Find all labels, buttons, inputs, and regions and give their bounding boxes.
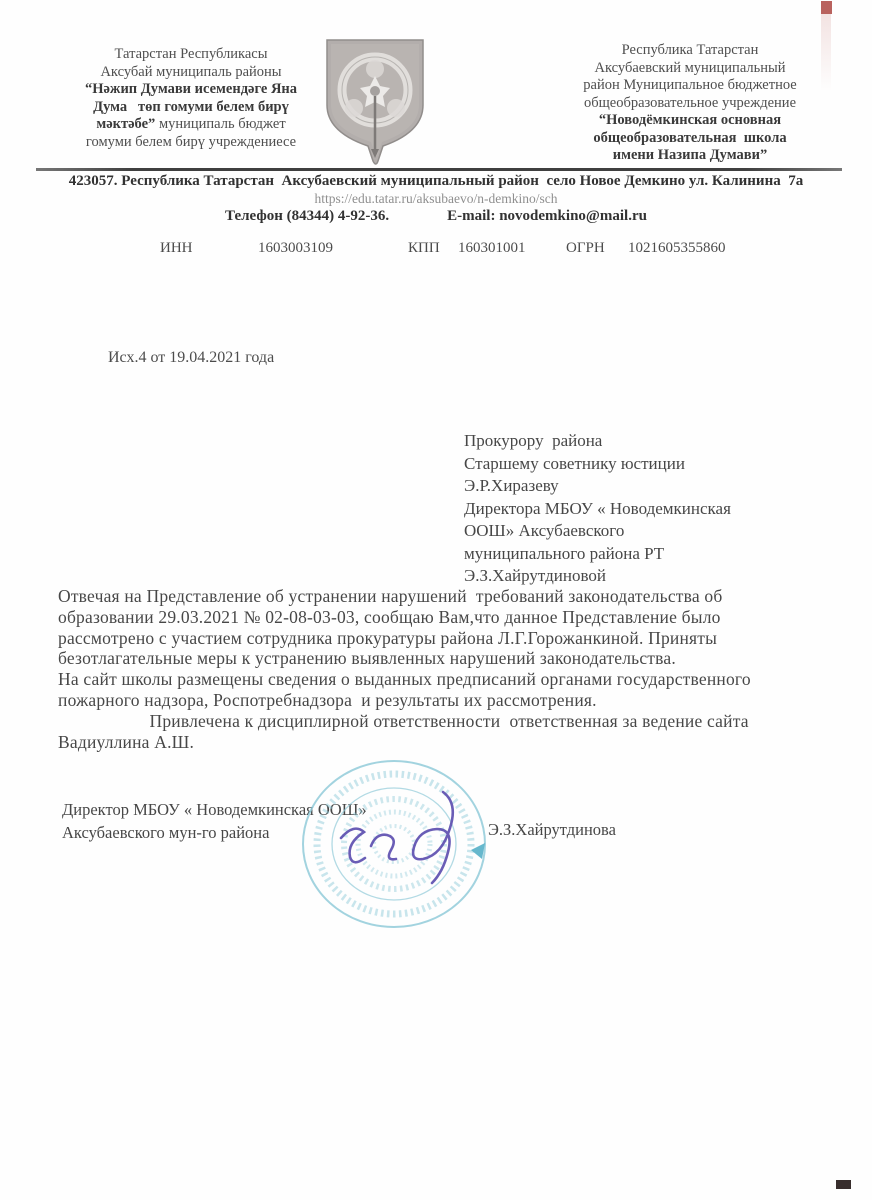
body-line: пожарного надзора, Роспотребнадзора и результаты их рассмотрения. <box>58 689 597 710</box>
letterhead-right-line: район Муниципальное бюджетное <box>583 77 797 93</box>
body-line: Вадиуллина А.Ш. <box>58 731 195 752</box>
letterhead-right <box>526 42 854 165</box>
recipient-block <box>464 430 731 588</box>
body-line: Привлечена к дисциплирной ответственности ответственная за ведение сайта <box>58 710 749 731</box>
phone-number: Телефон (84344) 4-92-36. <box>225 208 390 224</box>
body-line: образовании 29.03.2021 № 02-08-03-03, сообщаю Вам,что данное Представление было <box>58 606 721 627</box>
coat-of-arms-icon <box>318 36 432 168</box>
address-line: 423057. Республика Татарстан Аксубаевский муниципальный район село Новое Демкино ул. Калинина 7а <box>68 173 804 189</box>
body-paragraph <box>58 586 858 752</box>
recipient-line: Старшему советнику юстиции <box>464 453 685 473</box>
website-line: https://edu.tatar.ru/aksubaevo/n-demkino/sch <box>314 191 558 206</box>
body-line: безотлагательные меры к устранению выявленных нарушений законодательства. <box>58 648 676 669</box>
letterhead-right-line: общеобразовательное учреждение <box>583 94 797 111</box>
phone-email-line <box>30 208 842 225</box>
recipient-line: Директора МБОУ « Новодемкинская <box>464 498 731 518</box>
scan-artifact-bottom-right <box>836 1180 851 1189</box>
inn-label: ИНН <box>160 240 193 256</box>
reference-number: Исх.4 от 19.04.2021 года <box>108 349 275 366</box>
letterhead-divider <box>36 168 842 171</box>
letterhead-left-line: Татарстан Республикасы <box>114 46 268 62</box>
recipient-line: Э.Р.Хиразеву <box>464 476 559 495</box>
scan-artifact-streak <box>821 14 831 92</box>
registry-row <box>0 240 872 262</box>
letterhead-right-line: Республика Татарстан <box>621 42 759 58</box>
letterhead-left <box>60 46 322 151</box>
letterhead-left-line: мәктәбе” муниципаль бюджет <box>96 116 286 132</box>
email-address: E-mail: novodemkino@mail.ru <box>447 208 647 224</box>
kpp-label: КПП <box>408 240 440 256</box>
signatory-name: Э.З.Хайрутдинова <box>488 820 616 839</box>
letterhead-left-line: Дума төп гомуми белем бирү <box>93 98 289 115</box>
letterhead-left-line: гомуми белем бирү учреждениесе <box>85 133 297 150</box>
body-line: рассмотрено с участием сотрудника прокуратуры района Л.Г.Горожанкиной. Приняты <box>58 627 718 648</box>
letterhead-right-line: “Новодёмкинская основная <box>598 112 782 128</box>
signatory-title-line: Директор МБОУ « Новодемкинская ООШ» <box>62 800 367 819</box>
signatory-title-line: Аксубаевского мун-го района <box>62 823 270 842</box>
recipient-line: Прокурору района <box>464 431 603 450</box>
letterhead-right-line: Аксубаевский муниципальный <box>594 59 786 76</box>
official-stamp <box>295 758 495 930</box>
body-line: На сайт школы размещены сведения о выданных предписаний органами государственного <box>58 669 751 690</box>
scan-artifact-top-right <box>821 1 832 14</box>
letterhead-left-line: Аксубай муниципаль районы <box>100 63 282 80</box>
recipient-line: Э.З.Хайрутдиновой <box>464 566 606 585</box>
letterhead-right-line: общеобразовательная школа <box>593 129 787 146</box>
letterhead-right-line: имени Назипа Думави” <box>612 147 768 163</box>
handwritten-signature <box>341 792 453 883</box>
inn-value: 1603003109 <box>258 240 333 256</box>
ogrn-label: ОГРН <box>566 240 605 256</box>
body-line: Отвечая на Представление об устранении нарушений требований законодательства об <box>58 586 723 606</box>
letterhead-left-line: “Нәжип Думави исемендәге Яна <box>84 81 298 97</box>
kpp-value: 160301001 <box>458 240 526 256</box>
recipient-line: муниципального района РТ <box>464 543 665 563</box>
recipient-line: ООШ» Аксубаевского <box>464 521 625 540</box>
ogrn-value: 1021605355860 <box>628 240 726 256</box>
